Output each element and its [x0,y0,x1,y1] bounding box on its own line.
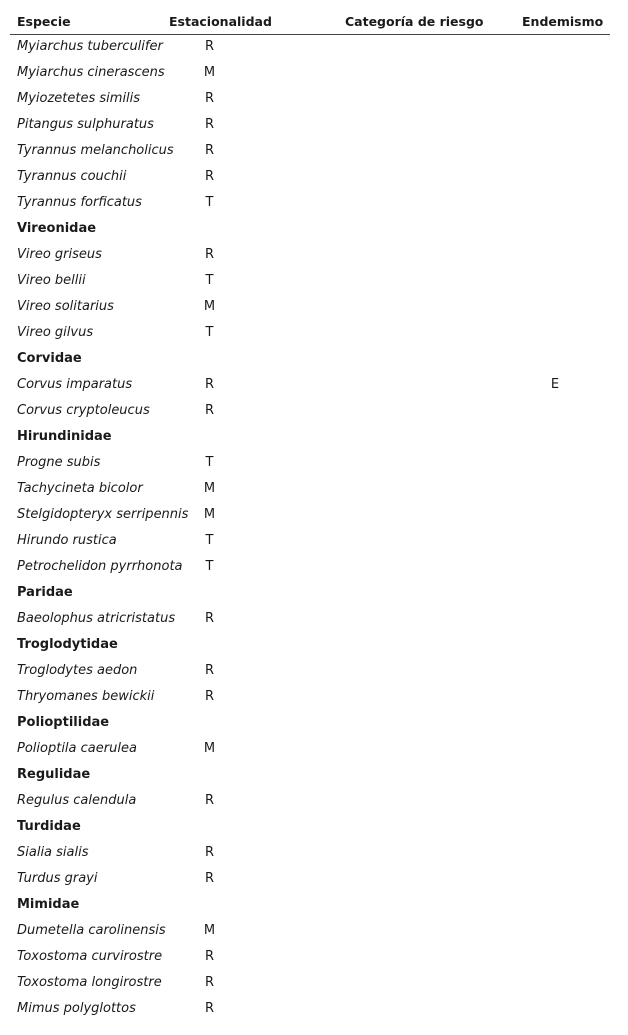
table-row [10,477,610,503]
species-name: Myiozetetes similis [17,91,141,106]
family-row [10,763,610,789]
table-row [10,35,610,61]
family-row [10,347,610,373]
species-name: Petrochelidon pyrrhonota [17,559,183,574]
species-name: Turdus grayi [17,871,98,886]
species-name: Myiarchus cinerascens [17,65,165,80]
seasonality-cell: T [205,455,214,470]
family-name: Vireonidae [17,221,97,236]
seasonality-cell: R [204,377,215,392]
species-name: Vireo gilvus [17,325,94,340]
species-name: Corvus imparatus [17,377,133,392]
table-body [10,35,610,1023]
table-row [10,867,610,893]
species-name: Dumetella carolinensis [17,923,166,938]
family-name: Hirundinidae [17,429,112,444]
table-row [10,399,610,425]
seasonality-cell: M [203,741,216,756]
seasonality-cell: R [204,871,215,886]
family-name: Corvidae [17,351,82,366]
family-name: Regulidae [17,767,91,782]
seasonality-cell: R [204,949,215,964]
species-name: Vireo solitarius [17,299,114,314]
species-name: Hirundo rustica [17,533,117,548]
seasonality-cell: R [204,143,215,158]
family-row [10,217,610,243]
family-row [10,633,610,659]
table-row [10,841,610,867]
species-name: Tyrannus couchii [17,169,127,184]
seasonality-cell: T [205,325,214,340]
seasonality-cell: T [205,533,214,548]
seasonality-cell: R [204,611,215,626]
seasonality-cell: R [204,689,215,704]
seasonality-cell: R [204,1001,215,1016]
species-name: Stelgidopteryx serripennis [17,507,189,522]
species-name: Tyrannus melancholicus [17,143,174,158]
table-row [10,321,610,347]
species-name: Troglodytes aedon [17,663,138,678]
seasonality-cell: T [205,273,214,288]
species-table [10,8,610,1023]
header-seasonality: Estacionalidad [169,14,272,29]
species-name: Progne subis [17,455,101,470]
endemism-cell: E [550,377,560,392]
species-name: Vireo griseus [17,247,102,262]
table-row [10,503,610,529]
seasonality-cell: R [204,403,215,418]
family-row [10,711,610,737]
table-row [10,529,610,555]
table-row [10,659,610,685]
family-row [10,815,610,841]
table-row [10,61,610,87]
seasonality-cell: R [204,117,215,132]
species-name: Tachycineta bicolor [17,481,143,496]
table-row [10,607,610,633]
seasonality-cell: M [203,65,216,80]
species-name: Mimus polyglottos [17,1001,136,1016]
header-endemism: Endemismo [522,14,604,29]
species-name: Tyrannus forficatus [17,195,142,210]
species-name: Polioptila caerulea [17,741,137,756]
table-row [10,451,610,477]
table-row [10,139,610,165]
table-row [10,165,610,191]
seasonality-cell: R [204,91,215,106]
species-name: Corvus cryptoleucus [17,403,150,418]
table-row [10,113,610,139]
species-name: Thryomanes bewickii [17,689,155,704]
family-name: Mimidae [17,897,80,912]
table-row [10,191,610,217]
table-row [10,971,610,997]
table-row [10,737,610,763]
seasonality-cell: M [203,299,216,314]
table-row [10,945,610,971]
seasonality-cell: R [204,975,215,990]
species-name: Toxostoma longirostre [17,975,162,990]
table-row [10,685,610,711]
species-name: Myiarchus tuberculifer [17,39,163,54]
table-row [10,87,610,113]
seasonality-cell: M [203,481,216,496]
family-name: Turdidae [17,819,81,834]
family-name: Paridae [17,585,73,600]
seasonality-cell: M [203,923,216,938]
family-row [10,425,610,451]
family-name: Troglodytidae [17,637,118,652]
seasonality-cell: R [204,169,215,184]
species-name: Toxostoma curvirostre [17,949,163,964]
seasonality-cell: R [204,845,215,860]
species-name: Baeolophus atricristatus [17,611,176,626]
family-row [10,893,610,919]
species-name: Sialia sialis [17,845,89,860]
family-row [10,581,610,607]
seasonality-cell: R [204,247,215,262]
table-row [10,269,610,295]
table-row [10,997,610,1023]
table-row [10,243,610,269]
seasonality-cell: T [205,559,214,574]
table-row [10,295,610,321]
seasonality-cell: T [205,195,214,210]
table-row [10,789,610,815]
table-row [10,919,610,945]
species-name: Regulus calendula [17,793,137,808]
header-risk-category: Categoría de riesgo [345,14,484,29]
table-row [10,555,610,581]
seasonality-cell: R [204,793,215,808]
table-header [10,8,610,35]
family-name: Polioptilidae [17,715,110,730]
species-name: Pitangus sulphuratus [17,117,154,132]
species-name: Vireo bellii [17,273,86,288]
seasonality-cell: R [204,39,215,54]
seasonality-cell: R [204,663,215,678]
table-row [10,373,610,399]
header-species: Especie [17,14,71,29]
seasonality-cell: M [203,507,216,522]
